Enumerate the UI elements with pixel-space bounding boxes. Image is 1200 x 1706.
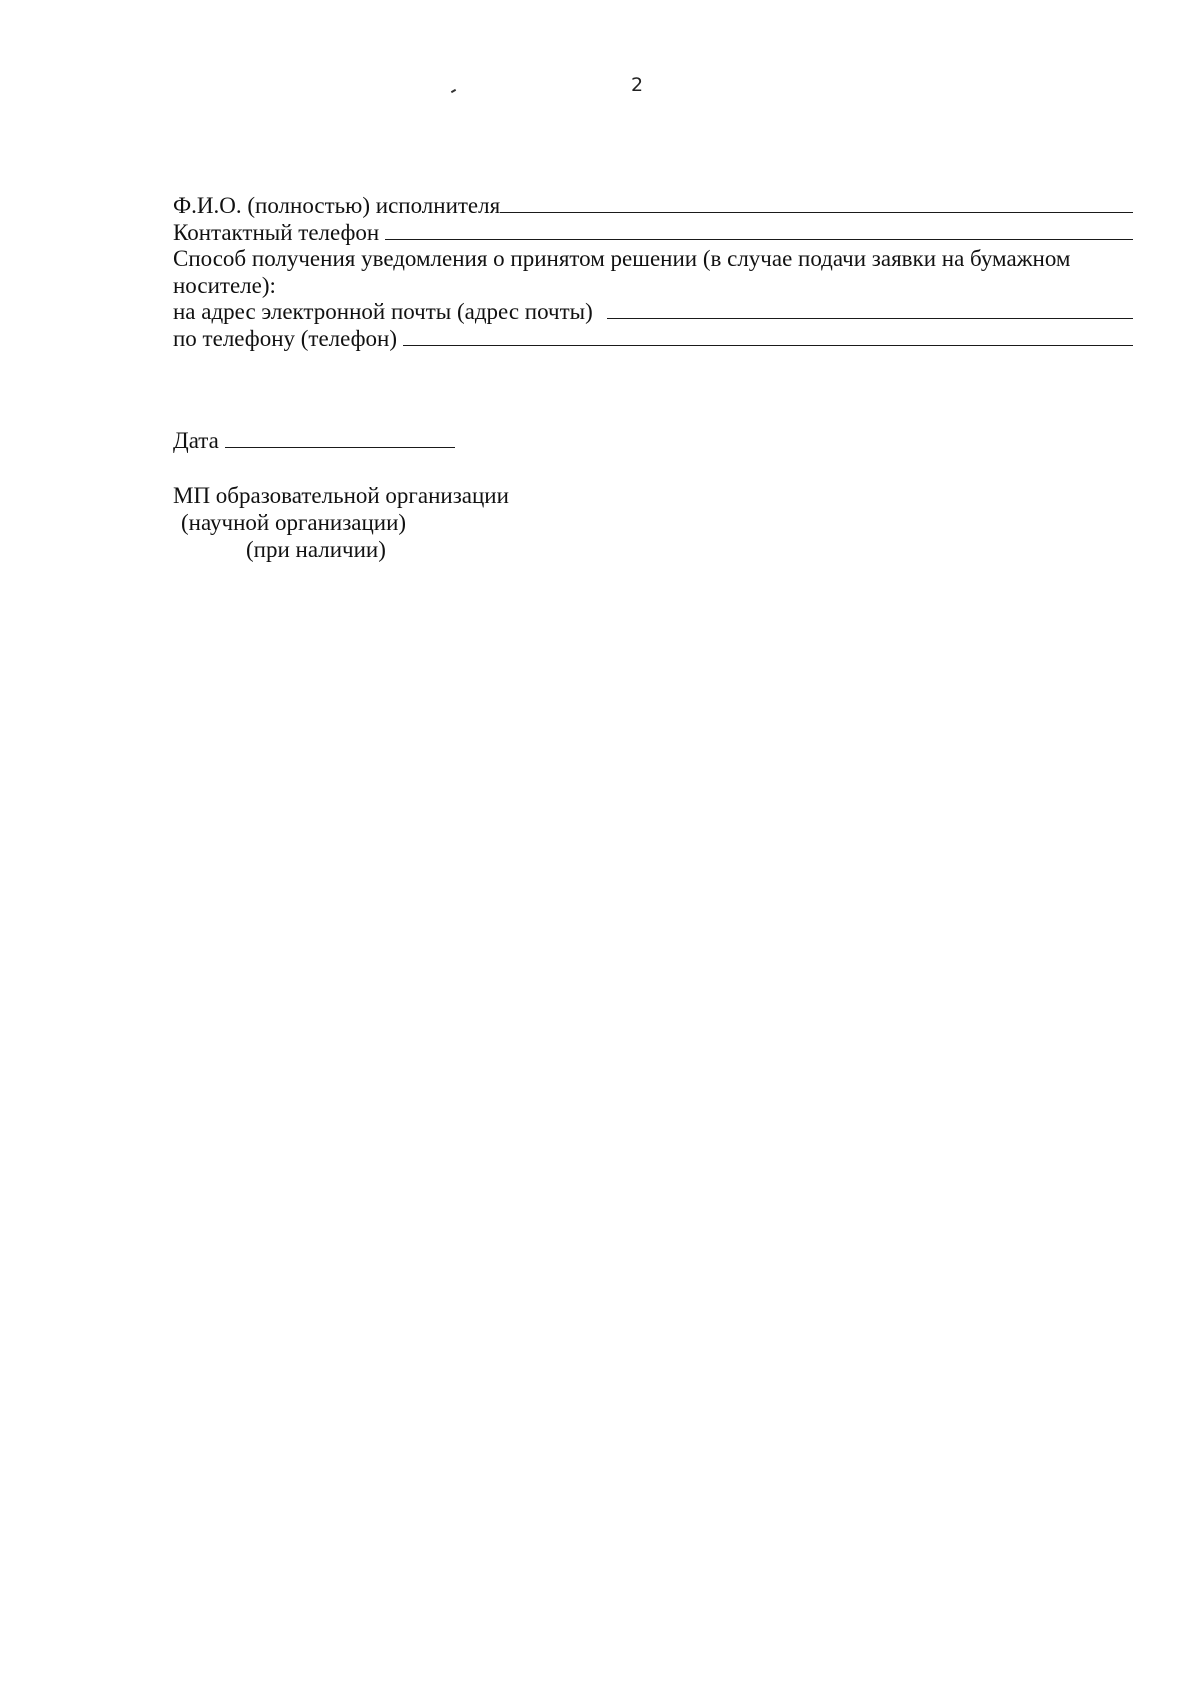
phone-notification-field[interactable] (403, 327, 1133, 346)
performer-name-label: Ф.И.О. (полностью) исполнителя (173, 193, 501, 218)
date-label: Дата (173, 428, 219, 453)
phone-notification-label: по телефону (телефон) (173, 325, 398, 351)
contact-phone-label: Контактный телефон (173, 219, 380, 245)
contact-phone-field[interactable] (385, 221, 1133, 240)
email-label: на адрес электронной почты (адрес почты) (173, 299, 593, 324)
phone-notification-row (173, 326, 1133, 353)
email-field[interactable] (607, 300, 1133, 319)
stamp-line-2: (научной организации) (181, 510, 407, 535)
date-field[interactable] (225, 429, 455, 448)
stamp-placeholder-block (173, 482, 509, 563)
scan-artifact-mark (451, 89, 456, 93)
stamp-line-1: МП образовательной организации (173, 483, 509, 508)
contact-phone-row (173, 220, 1133, 247)
date-row (173, 427, 455, 454)
page-number: 2 (631, 74, 644, 96)
stamp-line-3: (при наличии) (246, 537, 386, 562)
performer-name-field[interactable] (500, 194, 1133, 213)
contact-form-block (173, 193, 1133, 352)
notification-method-text: Способ получения уведомления о принятом решении (в случае подачи заявки на бумажном носителе): (173, 246, 1071, 298)
email-row (173, 299, 1133, 326)
performer-name-row (173, 193, 1133, 220)
